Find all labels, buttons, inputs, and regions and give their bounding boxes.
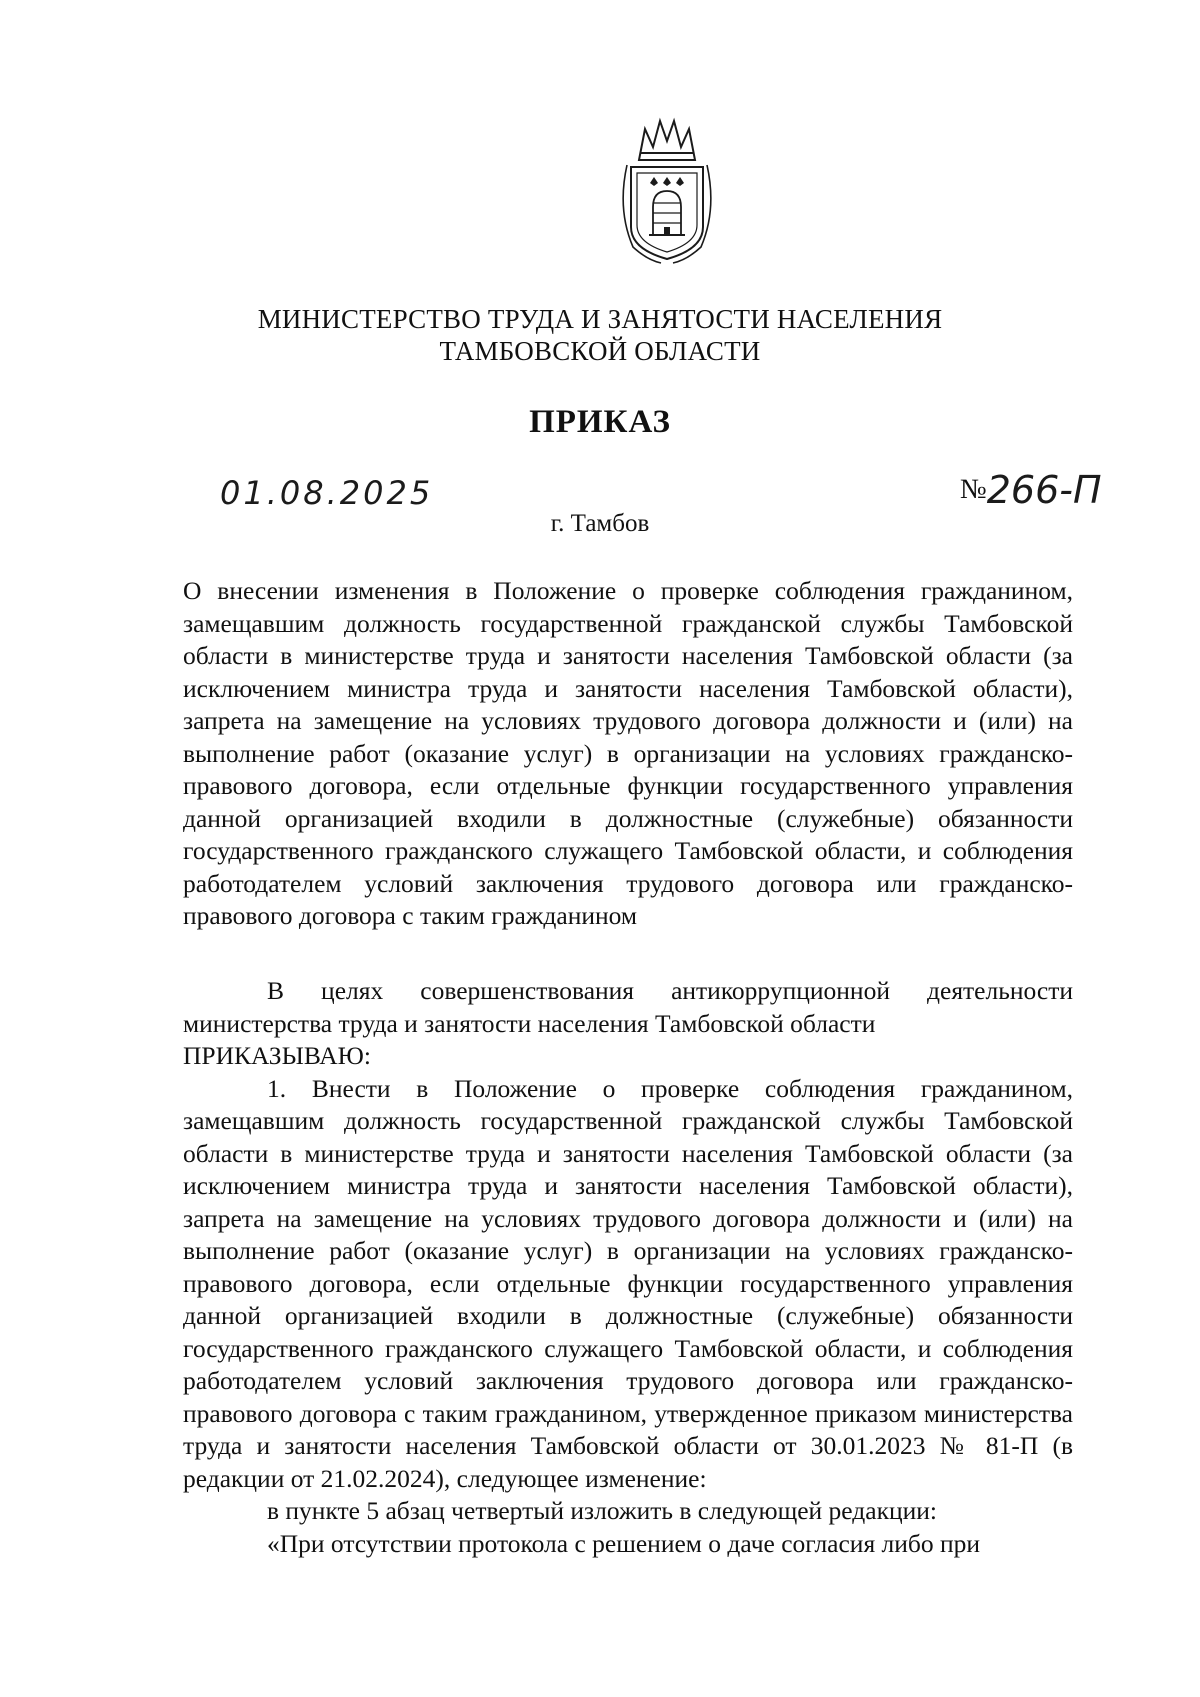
preamble: В целях совершенствования антикоррупционной деятельности министерства труда и занятости населения Тамбовской области [183, 976, 1073, 1038]
order-word: ПРИКАЗЫВАЮ: [183, 1041, 371, 1070]
document-title: О внесении изменения в Положение о проверке соблюдения гражданином, замещавшим должность государственной гражданской службы Тамбовской области в министерстве труда и занятости населения Тамбовской области (за исключением министра труда и занятости населения Тамбовской области), запрета на замещение на условиях трудового договора должности и (или) на выполнение работ (оказание услуг) в организации на условиях гражданско-правового договора, если отдельные функции государственного управления данной организацией входили в должностные (служебные) обязанности государственного гражданского служащего Тамбовской области, и соблюдения работодателем условий заключения трудового договора или гражданско-правового договора с таким гражданином [183, 576, 1073, 930]
tambov-coat-of-arms-icon [617, 115, 717, 265]
city: г. Тамбов [550, 510, 650, 537]
handwritten-number: 266-П [986, 468, 1102, 512]
item-1-subparagraph: в пункте 5 абзац четвертый изложить в следующей редакции: [267, 1496, 937, 1525]
quoted-text-start: «При отсутствии протокола с решением о даче согласия либо при [267, 1528, 981, 1558]
item-1: 1. Внести в Положение о проверке соблюдения гражданином, замещавшим должность государственной гражданской службы Тамбовской области в министерстве труда и занятости населения Тамбовской области (за исключением министра труда и занятости населения Тамбовской области), запрета на замещение на условиях трудового договора должности и (или) на выполнение работ (оказание услуг) в организации на условиях гражданско-правового договора, если отдельные функции государственного управления данной организацией входили в должностные (служебные) обязанности государственного гражданского служащего Тамбовской области, и соблюдения работодателем условий заключения трудового договора или гражданско-правового договора с таким гражданином, утвержденное приказом министерства труда и занятости населения Тамбовской области от 30.01.2023 № 81-П (в редакции от 21.02.2024), следующее изменение: [183, 1073, 1073, 1493]
number-sign: № [960, 474, 987, 505]
document-body [183, 975, 1073, 1560]
ministry-name-line2: ТАМБОВСКОЙ ОБЛАСТИ [439, 336, 761, 366]
handwritten-date: 01.08.2025 [220, 474, 434, 512]
document-type: ПРИКАЗ [529, 404, 671, 440]
ministry-name-line1: МИНИСТЕРСТВО ТРУДА И ЗАНЯТОСТИ НАСЕЛЕНИЯ [257, 304, 943, 334]
ministry-name [170, 303, 1030, 367]
document-number [960, 468, 1102, 512]
